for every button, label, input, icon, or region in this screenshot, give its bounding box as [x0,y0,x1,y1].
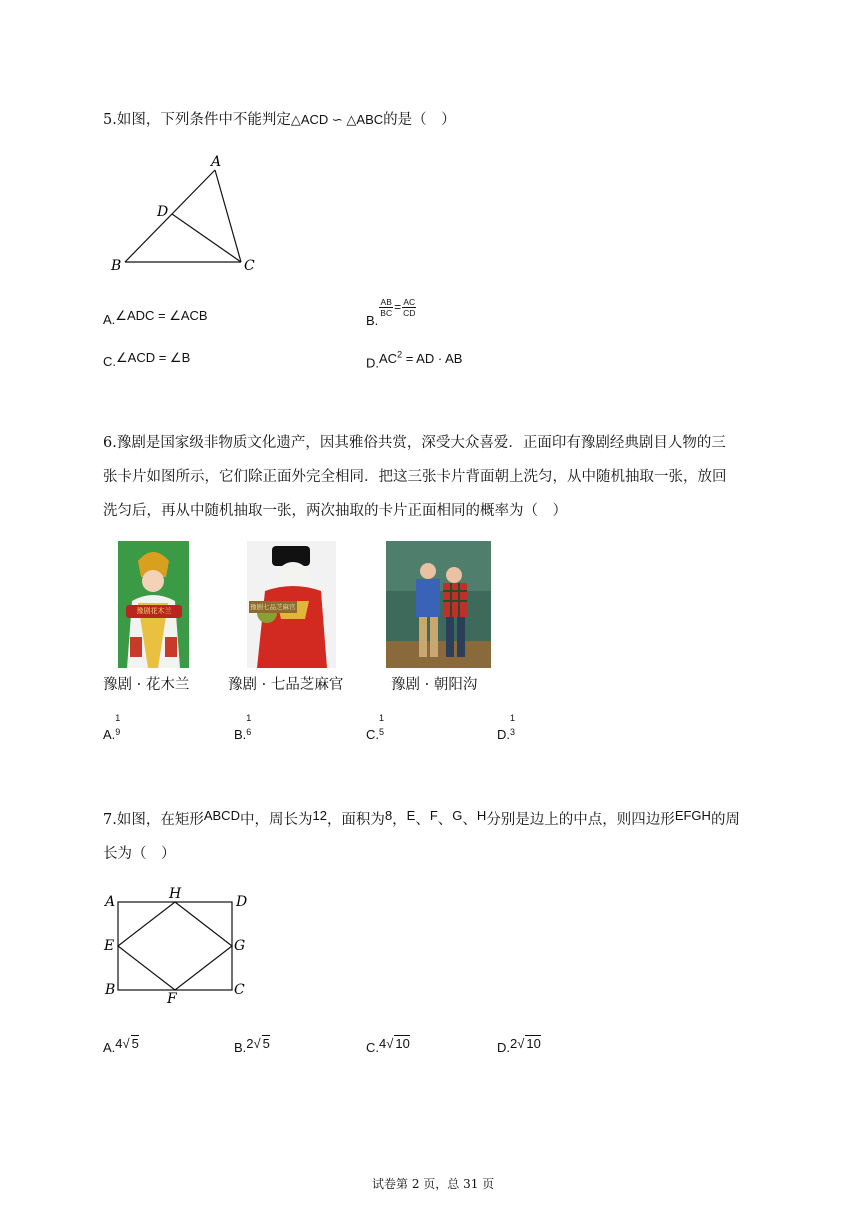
frac-num: AC [403,297,416,307]
text-part: ，面积为 [326,812,385,828]
page-footer: 试卷第 2 页，总 31 页 [372,1177,495,1191]
fraction-1-5 [379,713,385,741]
frac-den: 9 [115,727,121,737]
q5-option-d[interactable] [366,350,463,371]
option-label: C. [103,354,116,369]
frac-num: 1 [115,713,121,723]
banner-text-1: 豫剧花木兰 [136,607,172,615]
fraction-ab-bc [379,297,393,318]
option-content: ∠ACD = ∠B [116,350,191,365]
frac-num: 1 [379,713,385,723]
coef: 4 [115,1036,123,1051]
q7-label-D: D [236,894,248,910]
radicand: 5 [262,1036,270,1051]
text-part: 分别是边上的中点，则四边形 [486,812,675,828]
text-part: 中，周长为 [239,812,313,828]
frac-den: 5 [379,727,385,737]
q5-text: 5.如图，下列条件中不能判定 [103,112,291,128]
chaoyanggou-illustration [386,541,491,668]
q7-label-F: F [167,991,177,1007]
text-part: 7.如图，在矩形 [103,812,204,828]
math-part: 12 [312,808,327,823]
q7-label-E: E [104,938,115,954]
math-part: H [476,808,487,823]
q5-math: △ACD ∽ △ABC [290,112,384,127]
q7-label-C: C [234,982,245,998]
q7-stem [103,803,793,871]
option-label: B. [366,313,379,328]
q6-option-a[interactable] [103,713,121,743]
frac-den: CD [403,308,416,318]
math-part: G [452,808,463,823]
coef: 2 [510,1036,518,1051]
equals-sign: = [394,300,402,314]
photo-qipin-zhimaguan [247,541,336,668]
text-part: ， [392,812,407,828]
radicand: 10 [395,1036,410,1051]
banner-text-2: 豫剧七品芝麻官 [250,603,296,611]
math-part: ABCD [203,808,240,823]
fraction-1-3 [510,713,516,741]
text-part: 、 [462,812,477,828]
option-rest: = AD · AB [402,351,463,367]
q7-label-H: H [169,886,182,902]
photo-hua-mulan [118,541,189,668]
q5-triangle-figure [105,150,275,280]
option-sup: 2 [397,350,403,360]
q7-label-A: A [105,894,116,910]
option-label: A. [103,727,116,742]
q5-label-D: D [157,204,169,220]
option-label: D. [366,355,379,371]
coef: 4 [379,1036,387,1051]
q5-option-c[interactable] [103,350,191,370]
caption-hua-mulan: 豫剧 · 花木兰 [103,677,190,693]
q5-option-b[interactable] [366,297,417,328]
option-label: C. [366,1040,379,1055]
radicand: 5 [131,1036,139,1051]
q6-line-2: 张卡片如图所示，它们除正面外完全相同．把这三张卡片背面朝上洗匀，从中随机抽取一张，放回 [103,469,727,485]
q7-label-B: B [105,982,116,998]
fraction-1-9 [115,713,121,741]
option-label: D. [497,727,510,742]
q7-option-d[interactable]: D.2√ 10 [497,1036,541,1055]
coef: 2 [246,1036,254,1051]
q6-option-d[interactable] [497,713,516,743]
frac-den: BC [380,308,393,318]
option-label: B. [234,727,247,742]
option-content: ∠ADC = ∠ACB [115,308,208,323]
frac-den: 6 [246,727,252,737]
q6-line-3: 洗匀后，再从中随机抽取一张，两次抽取的卡片正面相同的概率为（ ） [103,503,567,519]
q7-label-G: G [234,938,246,954]
frac-num: 1 [510,713,516,723]
q6-option-b[interactable] [234,713,252,743]
option-base: AC [379,351,398,367]
q6-stem [103,426,783,528]
frac-num: AB [380,297,392,307]
q7-rectangle-figure [100,885,260,1007]
math-part: EFGH [674,808,711,823]
q6-option-c[interactable] [366,713,385,743]
frac-num: 1 [246,713,252,723]
q5-label-B: B [111,258,122,274]
option-label: A. [103,1040,116,1055]
q7-option-a[interactable]: A.4√ 5 [103,1036,139,1055]
text-part: 、 [415,812,430,828]
caption-chaoyanggou: 豫剧 · 朝阳沟 [391,677,478,693]
photo-chaoyanggou [386,541,491,668]
q5-text-end: 的是（ ） [383,112,456,128]
q5-stem [103,103,456,137]
math-part: F [429,808,438,823]
math-part: E [406,808,416,823]
text-part: 、 [437,812,453,828]
q6-line-1: 6.豫剧是国家级非物质文化遗产，因其雅俗共赏，深受大众喜爱．正面印有豫剧经典剧目人物的三 [103,435,726,451]
radicand: 10 [526,1036,541,1051]
q7-option-b[interactable]: B.2√ 5 [234,1036,270,1055]
q5-label-A: A [211,154,222,170]
q5-label-C: C [244,258,255,274]
hua-mulan-illustration [118,541,189,668]
option-label: C. [366,727,379,742]
caption-qipin: 豫剧 · 七品芝麻官 [228,677,344,693]
math-part: 8 [384,808,393,823]
q7-line-1 [103,803,793,837]
option-label: B. [234,1040,247,1055]
text-part: 的周 [710,812,740,828]
q7-option-c[interactable]: C.4√ 10 [366,1036,410,1055]
frac-den: 3 [510,727,516,737]
fraction-1-6 [246,713,252,741]
option-label: A. [103,312,116,327]
fraction-ac-cd [402,297,416,318]
option-label: D. [497,1040,510,1055]
q5-option-a[interactable] [103,308,208,328]
q7-line-2: 长为（ ） [103,846,176,862]
